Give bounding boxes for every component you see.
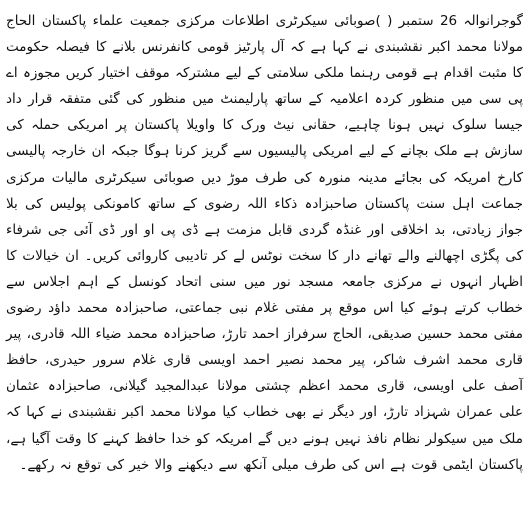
news-article-body: گوجرانوالہ 26 ستمبر ( )صوبائی سیکرٹری اطلاعات مرکزی جمعیت علماء پاکستان الحاج مولانا محمد اکبر نقشبندی نے کہا ہے کہ آل پارٹیز قومی کانفرنس بلانے کا فیصلہ حکومت کا مثبت اقدام ہے قومی رہنما ملکی سلامتی کے لیے مشترکہ موقف اختیار کریں مجوزہ اے پی سی میں منظور کردہ اعلامیہ کے ساتھ پارلیمنٹ میں منظور کی گئی متفقہ قرار داد جیسا سلوک نہیں ہونا چاہیے، حقانی نیٹ ورک کا واویلا پاکستان پر امریکی حملہ کی سازش ہے ملک بچانے کے لیے امریکی پالیسیوں سے گریز کرنا ہوگا جبکہ ان خارجہ پالیسی کارخ امریکہ کی بجائے مدینہ منورہ کی طرف موڑ دیں صوبائی سیکرٹری مالیات مرکزی جماعت اہل سنت پاکستان صاحبزادہ ذکاء اللہ رضوی کے ساتھ کامونکی پولیس کی بلا جواز زیادتی، بد اخلاقی اور غنڈہ گردی قابل مزمت ہے ڈی پی او اور ڈی آئی جی شرفاء کی پگڑی اچھالنے والے تھانے دار کا سخت نوٹس لے کر تادیبی کاروائی کریں۔ ان خیالات کا اظہار انہوں نے مرکزی جامعہ مسجد نور میں سنی اتحاد کونسل کے اہم اجلاس سے خطاب کرتے ہوئے کیا اس موقع پر مفتی غلام نبی جماعتی، صاحبزادہ محمد داؤد رضوی مفتی محمد حسین صدیقی، الحاج سرفراز احمد تارڑ، صاحبزادہ محمد ضیاء اللہ قادری، پیر قاری محمد اشرف شاکر، پیر محمد نصیر احمد اویسی قاری غلام سرور حیدری، حافظ آصف علی اویسی، قاری محمد اعظم چشتی مولانا عبدالمجید گیلانی، صاحبزادہ عثمان علی عمران شہزاد تارڑ، اور دیگر نے بھی خطاب کیا مولانا محمد اکبر نقشبندی نے کہا کہ ملک میں سیکولر نظام نافذ نہیں ہونے دیں گے امریکہ کو خدا حافظ کہنے کا وقت آگیا ہے، پاکستان ایٹمی قوت ہے اس کی طرف میلی آنکھ سے دیکھنے والا خیر کی توقع نہ رکھے۔ xyxy=(6,13,523,473)
